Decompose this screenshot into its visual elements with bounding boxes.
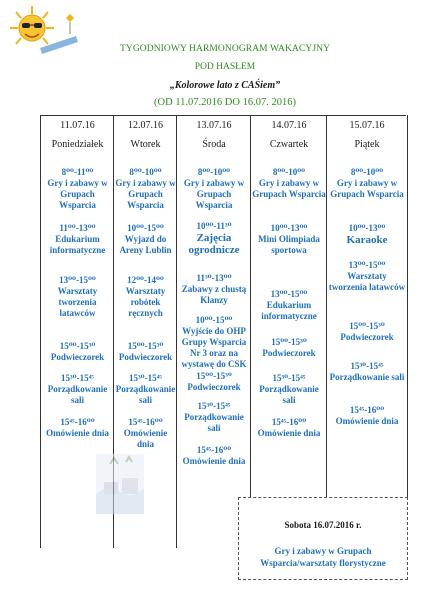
saturday-activity: Gry i zabawy w Grupach Wsparcia/warsztaty florystyczne <box>260 546 386 568</box>
activity-text: Warsztaty tworzenia latawców <box>57 286 98 318</box>
day-name: Piątek <box>354 139 380 150</box>
activity-item <box>42 223 113 256</box>
date-range: (OD 11.07.2016 DO 16.07. 2016) <box>154 97 296 108</box>
day-name: Wtorek <box>130 139 161 150</box>
activity-item <box>328 223 406 246</box>
activity-text: Gry i zabawy w Grupach Wsparcia <box>330 178 404 199</box>
activity-item <box>328 361 406 383</box>
activity-item <box>42 341 113 363</box>
activity-text: Porządkowanie sali <box>259 384 319 405</box>
activity-text: Podwieczorek <box>187 382 241 392</box>
activity-time: 8⁰⁰-11⁰⁰ <box>61 167 94 177</box>
day-date: 11.07.16 <box>60 120 95 131</box>
day-column <box>176 115 251 548</box>
activity-text: Mini Olimpiada sportowa <box>258 234 320 255</box>
activity-time: 8⁰⁰-10⁰⁰ <box>272 167 306 177</box>
activity-text: Edukarium informatyczne <box>49 234 106 255</box>
activity-item <box>115 341 176 363</box>
activity-text: Podwieczorek <box>118 352 173 362</box>
activity-text: Podwieczorek <box>262 348 316 358</box>
activity-time: 8⁰⁰-10⁰⁰ <box>197 167 231 177</box>
activity-item <box>178 273 250 306</box>
activity-time: 12⁰⁰-14⁰⁰ <box>127 275 164 285</box>
day-date: 15.07.16 <box>349 120 385 131</box>
activity-item <box>115 275 176 319</box>
activity-text: Omówienie dnia <box>123 428 168 449</box>
activity-item <box>178 315 250 370</box>
day-name: Czwartek <box>269 139 309 150</box>
activity-time: 15³⁰-15⁴⁵ <box>350 361 384 371</box>
day-date: 12.07.16 <box>128 120 163 131</box>
activity-text: Porządkowanie sali <box>184 412 244 433</box>
day-name: Środa <box>202 139 226 150</box>
saturday-box <box>238 497 408 580</box>
activity-text: Omówienie dnia <box>46 428 109 438</box>
activity-item <box>115 373 176 406</box>
activity-text: Wyjście do OHP Grupy Wsparcia Nr 3 oraz na wystawę do CSK <box>181 326 247 369</box>
activity-time: 15⁴⁵-16⁰⁰ <box>60 417 95 427</box>
activity-item <box>252 167 326 200</box>
activity-time: 11⁰⁰-13⁰⁰ <box>59 223 96 233</box>
activity-item <box>178 401 250 434</box>
day-column <box>250 115 327 548</box>
activity-text: Gry i zabawy w Grupach Wsparcia <box>252 178 326 199</box>
activity-text: Podwieczorek <box>50 352 105 362</box>
activity-item <box>42 373 113 406</box>
activity-item <box>328 260 406 293</box>
activity-time: 15³⁰-15⁴⁵ <box>197 401 231 411</box>
activity-item <box>42 275 113 319</box>
activity-text: Porządkowanie sali <box>329 372 405 382</box>
day-date: 13.07.16 <box>196 120 232 131</box>
day-date: 14.07.16 <box>271 120 307 131</box>
activity-text: Zajęcia ogrodnicze <box>188 232 240 256</box>
activity-item <box>115 223 176 256</box>
activity-item <box>328 321 406 343</box>
activity-time: 15⁰⁰-15³⁰ <box>127 341 164 351</box>
activity-text: Omówienie dnia <box>182 456 246 466</box>
activity-item <box>252 417 326 439</box>
activity-text: Porządkowanie sali <box>47 384 108 405</box>
activity-time: 10⁰⁰-13⁰⁰ <box>270 223 308 233</box>
activity-item <box>252 337 326 359</box>
activity-text: Omówienie dnia <box>257 428 321 438</box>
activity-time: 15³⁰-15⁴⁵ <box>60 373 95 383</box>
activity-time: 13⁰⁰-15⁰⁰ <box>59 275 96 285</box>
saturday-title: Sobota 16.07.2016 r. <box>284 520 362 530</box>
activity-time: 15⁰⁰-15³⁰ <box>196 371 232 381</box>
activity-item <box>252 373 326 406</box>
activity-time: 8⁰⁰-10⁰⁰ <box>129 167 162 177</box>
activity-time: 15⁰⁰-15³⁰ <box>59 341 96 351</box>
activity-text: Edukarium informatyczne <box>261 300 317 321</box>
activity-time: 15⁴⁵-16⁰⁰ <box>271 417 307 427</box>
activity-time: 15⁴⁵-16⁰⁰ <box>349 405 385 415</box>
activity-time: 15³⁰-15⁴⁵ <box>272 373 306 383</box>
activity-time: 13⁰⁰-15⁰⁰ <box>348 260 386 270</box>
activity-item <box>42 417 113 439</box>
activity-time: 10⁰⁰-15⁰⁰ <box>127 223 164 233</box>
activity-time: 8⁰⁰-10⁰⁰ <box>350 167 384 177</box>
activity-item <box>178 167 250 211</box>
activity-text: Zabawy z chustą Klanzy <box>181 284 247 305</box>
activity-item <box>178 221 250 256</box>
activity-text: Gry i zabawy w Grupach Wsparcia <box>115 178 176 210</box>
activity-item <box>252 289 326 322</box>
activity-time: 15³⁰-15⁴⁵ <box>128 373 163 383</box>
activity-text: Gry i zabawy w Grupach Wsparcia <box>183 178 245 210</box>
activity-text: Karaoke <box>346 234 388 246</box>
activity-time: 11³⁰-13⁰⁰ <box>196 273 232 283</box>
activity-time: 13⁰⁰-15⁰⁰ <box>270 289 308 299</box>
activity-item <box>328 405 406 427</box>
activity-text: Wyjazd do Areny Lublin <box>119 234 172 255</box>
activity-text: Porządkowanie sali <box>115 384 176 405</box>
day-column <box>326 115 408 548</box>
faded-photo <box>96 454 144 514</box>
day-name: Poniedziałek <box>51 139 104 150</box>
activity-item <box>252 223 326 256</box>
activity-time: 15⁰⁰-15³⁰ <box>349 321 385 331</box>
activity-item <box>42 167 113 211</box>
title-line-2: POD HASŁEM <box>194 62 256 72</box>
activity-time: 10⁰⁰-11³⁰ <box>196 221 232 231</box>
activity-time: 15⁴⁵-16⁰⁰ <box>196 445 232 455</box>
activity-text: Podwieczorek <box>340 332 394 342</box>
activity-item <box>115 417 176 450</box>
activity-text: Warsztaty robótek ręcznych <box>125 286 166 318</box>
activity-time: 10⁰⁰-13⁰⁰ <box>348 223 386 233</box>
activity-item <box>178 371 250 393</box>
activity-item <box>328 167 406 200</box>
activity-text: Warsztaty tworzenia latawców <box>328 271 406 292</box>
slogan: „Kolorowe lato z CAŚiem” <box>169 80 281 91</box>
activity-text: Gry i zabawy w Grupach Wsparcia <box>47 178 108 210</box>
title-line-1: TYGODNIOWY HARMONOGRAM WAKACYJNY <box>119 44 331 54</box>
activity-time: 10⁰⁰-15⁰⁰ <box>195 315 233 325</box>
activity-time: 15⁴⁵-16⁰⁰ <box>128 417 163 427</box>
activity-item <box>178 445 250 467</box>
activity-time: 15⁰⁰-15³⁰ <box>271 337 307 347</box>
activity-item <box>115 167 176 211</box>
activity-text: Omówienie dnia <box>335 416 399 426</box>
